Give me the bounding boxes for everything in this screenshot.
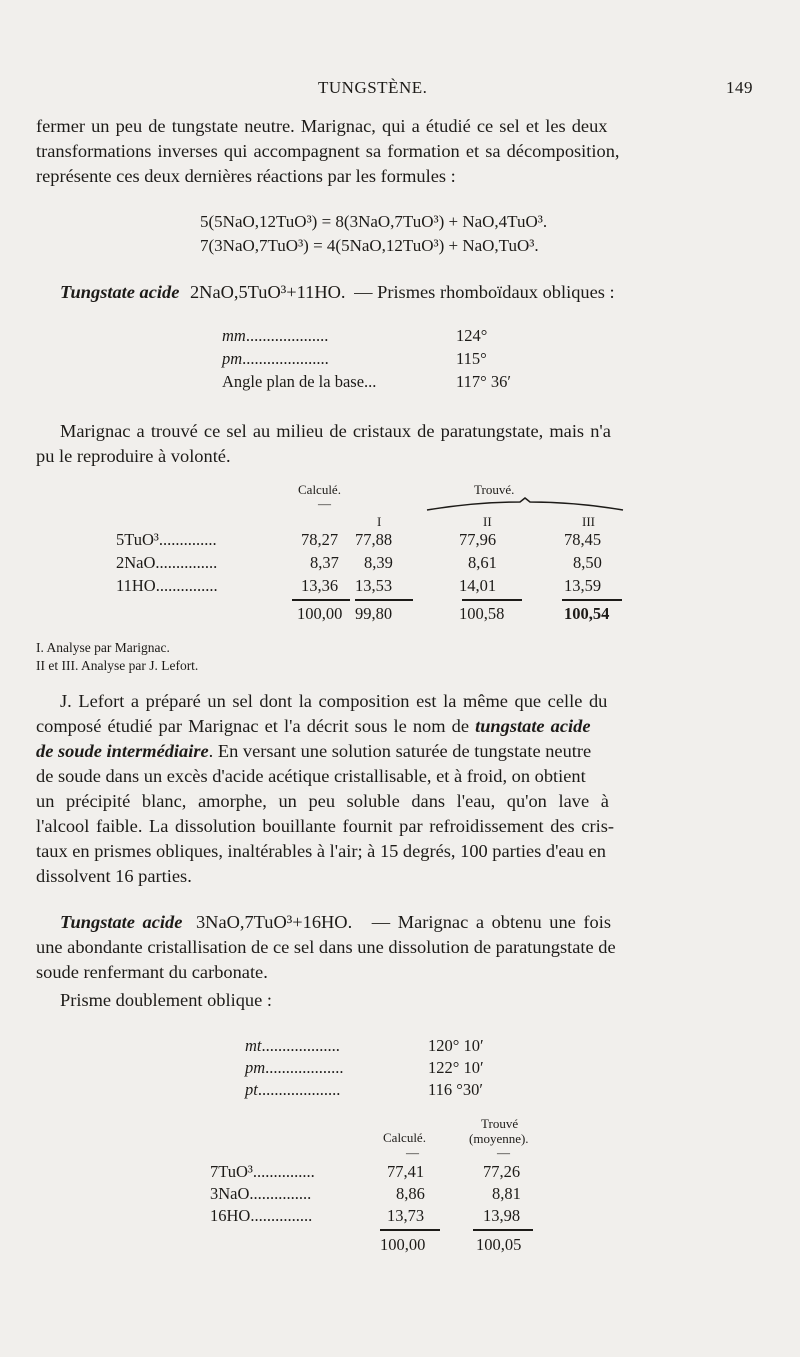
sum-rule xyxy=(355,599,413,601)
para3-line2: composé étudié par Marignac et l'a décrit sous le nom de tungstate acide xyxy=(36,716,591,736)
section2-heading: Tungstate acide 3NaO,7TuO³+16HO. — Marignac a obtenu une fois xyxy=(60,912,611,932)
para1-line1: fermer un peu de tungstate neutre. Marignac, qui a étudié ce sel et les deux xyxy=(36,116,608,136)
para3-line1: J. Lefort a préparé un sel dont la composition est la même que celle du xyxy=(60,691,608,711)
table-total: 100,54 xyxy=(564,604,610,623)
table1-head-calc: Calculé. xyxy=(298,482,341,497)
section1-formula: 2NaO,5TuO³+11HO. xyxy=(189,282,346,302)
table1-brace xyxy=(425,496,625,512)
angle-row: pt.................... xyxy=(245,1080,341,1099)
table1-col-I: I xyxy=(377,514,382,529)
angle-row: pm..................... xyxy=(222,349,329,368)
table2-head-calc: Calculé. xyxy=(383,1130,426,1145)
sum-rule xyxy=(380,1229,440,1231)
angle-value: 120° 10′ xyxy=(428,1036,484,1055)
table-cell: 8,61 xyxy=(468,553,497,572)
angle-row: mt................... xyxy=(245,1036,340,1055)
table-row: 16HO............... xyxy=(210,1206,313,1225)
table-cell: 14,01 xyxy=(459,576,497,595)
table-row: 3NaO............... xyxy=(210,1184,312,1203)
section2-line2: une abondante cristallisation de ce sel dans une dissolution de paratungstate de xyxy=(36,937,616,957)
table-row: 11HO............... xyxy=(116,576,218,595)
section1-desc: — Prismes rhomboïdaux obliques : xyxy=(354,282,615,302)
page-number: 149 xyxy=(726,78,753,97)
table-total: 100,00 xyxy=(380,1235,426,1254)
formula-2: 7(3NaO,7TuO³) = 4(5NaO,12TuO³) + NaO,TuO³. xyxy=(200,236,539,255)
table-total: 100,00 xyxy=(297,604,343,623)
table-row: 5TuO³.............. xyxy=(116,530,217,549)
table-cell: 78,45 xyxy=(564,530,602,549)
table2-head-found: Trouvé xyxy=(481,1116,519,1131)
table-total: 99,80 xyxy=(355,604,393,623)
table-row: 2NaO............... xyxy=(116,553,218,572)
table-cell: 8,37 xyxy=(310,553,339,572)
table-cell: 13,36 xyxy=(301,576,339,595)
para1-line2: transformations inverses qui accompagnent sa formation et sa décomposition, xyxy=(36,141,620,161)
angle-row: mm.................... xyxy=(222,326,329,345)
running-header-title: TUNGSTÈNE. xyxy=(318,78,428,97)
table1-head-dash: — xyxy=(318,496,331,511)
para3-line8: dissolvent 16 parties. xyxy=(36,866,192,886)
angle-value: 117° 36′ xyxy=(456,372,511,391)
sum-rule xyxy=(473,1229,533,1231)
table1-note-2: II et III. Analyse par J. Lefort. xyxy=(36,658,199,673)
angle-row: pm................... xyxy=(245,1058,344,1077)
para3-line3: de soude intermédiaire. En versant une solution saturée de tungstate neutre xyxy=(36,741,592,761)
table-cell: 8,50 xyxy=(573,553,602,572)
para3-line5: un précipité blanc, amorphe, un peu soluble dans l'eau, qu'on lave à xyxy=(36,791,609,811)
section1-name: Tungstate acide xyxy=(60,282,180,302)
table2-head-found-sub: (moyenne). xyxy=(469,1131,529,1146)
table-cell: 13,53 xyxy=(355,576,393,595)
table-cell: 8,86 xyxy=(396,1184,425,1203)
table-cell: 13,59 xyxy=(564,576,602,595)
sum-rule xyxy=(562,599,622,601)
table-cell: 13,98 xyxy=(483,1206,521,1225)
angle-value: 122° 10′ xyxy=(428,1058,484,1077)
table1-head-found: Trouvé. xyxy=(474,482,515,497)
para3-line6: l'alcool faible. La dissolution bouillante fournit par refroidissement des cris- xyxy=(36,816,614,836)
table-cell: 77,41 xyxy=(387,1162,425,1181)
sum-rule xyxy=(292,599,350,601)
para3-line4: de soude dans un excès d'acide acétique cristallisable, et à froid, on obtient xyxy=(36,766,586,786)
section2-line3: soude renfermant du carbonate. xyxy=(36,962,268,982)
formula-1: 5(5NaO,12TuO³) = 8(3NaO,7TuO³) + NaO,4TuO³. xyxy=(200,212,548,231)
table-total: 100,58 xyxy=(459,604,505,623)
sum-rule xyxy=(462,599,522,601)
table2-head-dash: — xyxy=(406,1145,419,1160)
table-cell: 8,39 xyxy=(364,553,393,572)
angle-value: 116 °30′ xyxy=(428,1080,483,1099)
table-cell: 77,26 xyxy=(483,1162,521,1181)
section1-heading xyxy=(60,282,615,303)
para2-line2: pu le reproduire à volonté. xyxy=(36,446,231,466)
table-cell: 13,73 xyxy=(387,1206,425,1225)
para1-line3: représente ces deux dernières réactions par les formules : xyxy=(36,166,456,186)
table-cell: 77,96 xyxy=(459,530,497,549)
angle-value: 124° xyxy=(456,326,488,345)
section2-line4: Prisme doublement oblique : xyxy=(60,990,272,1010)
angle-row: Angle plan de la base... xyxy=(222,372,377,391)
table2-head-dash: — xyxy=(497,1145,510,1160)
table-cell: 77,88 xyxy=(355,530,393,549)
table1-col-III: III xyxy=(582,514,595,529)
table1-note-1: I. Analyse par Marignac. xyxy=(36,640,170,655)
table-row: 7TuO³............... xyxy=(210,1162,315,1181)
table1-col-II: II xyxy=(483,514,492,529)
para3-line7: taux en prismes obliques, inaltérables à l'air; à 15 degrés, 100 parties d'eau en xyxy=(36,841,606,861)
table-total: 100,05 xyxy=(476,1235,522,1254)
para2-line1: Marignac a trouvé ce sel au milieu de cristaux de paratungstate, mais n'a xyxy=(60,421,611,441)
table-cell: 8,81 xyxy=(492,1184,521,1203)
angle-value: 115° xyxy=(456,349,487,368)
table-cell: 78,27 xyxy=(301,530,339,549)
